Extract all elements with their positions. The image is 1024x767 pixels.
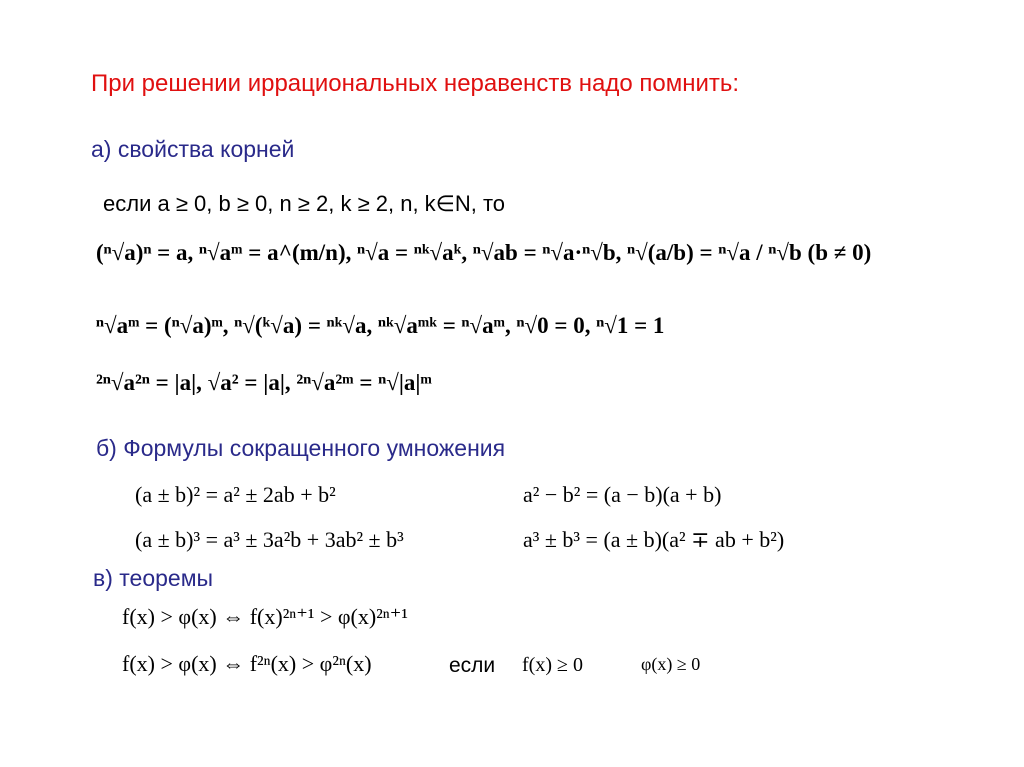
roots-formula-1: (ⁿ√a)ⁿ = a, ⁿ√aᵐ = a^(m/n), ⁿ√a = ⁿᵏ√aᵏ, ⁿ√ab = ⁿ√a·ⁿ√b, ⁿ√(a/b) = ⁿ√a / ⁿ√b (b ≠ 0) <box>96 240 872 265</box>
square-of-sum-formula: (a ± b)² = a² ± 2ab + b² <box>135 482 336 507</box>
cube-of-sum-formula: (a ± b)³ = a³ ± 3a²b + 3ab² ± b³ <box>135 527 404 552</box>
condition-phi-nonnegative: φ(x) ≥ 0 <box>641 654 701 674</box>
roots-formula-3: ²ⁿ√a²ⁿ = |a|, √a² = |a|, ²ⁿ√a²ᵐ = ⁿ√|a|ᵐ <box>96 370 432 395</box>
difference-of-squares-formula: a² − b² = (a − b)(a + b) <box>523 482 722 507</box>
roots-formula-2: ⁿ√aᵐ = (ⁿ√a)ᵐ, ⁿ√(ᵏ√a) = ⁿᵏ√a, ⁿᵏ√aᵐᵏ = ⁿ√aᵐ, ⁿ√0 = 0, ⁿ√1 = 1 <box>96 313 665 338</box>
page-title: При решении иррациональных неравенств надо помнить: <box>91 70 740 97</box>
odd-power-theorem: f(x) > φ(x) ⇔ f(x)²ⁿ⁺¹ > φ(x)²ⁿ⁺¹ <box>122 604 408 629</box>
section-b-heading: б) Формулы сокращенного умножения <box>96 435 506 461</box>
if-word: если <box>449 654 496 677</box>
section-c-heading: в) теоремы <box>93 565 214 591</box>
section-a-heading: а) свойства корней <box>91 136 295 162</box>
sum-of-cubes-formula: a³ ± b³ = (a ± b)(a² ∓ ab + b²) <box>523 527 785 552</box>
condition-f-nonnegative: f(x) ≥ 0 <box>522 654 583 676</box>
roots-condition: если a ≥ 0, b ≥ 0, n ≥ 2, k ≥ 2, n, k∈N, то <box>103 191 506 216</box>
even-power-theorem: f(x) > φ(x) ⇔ f²ⁿ(x) > φ²ⁿ(x) <box>122 651 372 676</box>
